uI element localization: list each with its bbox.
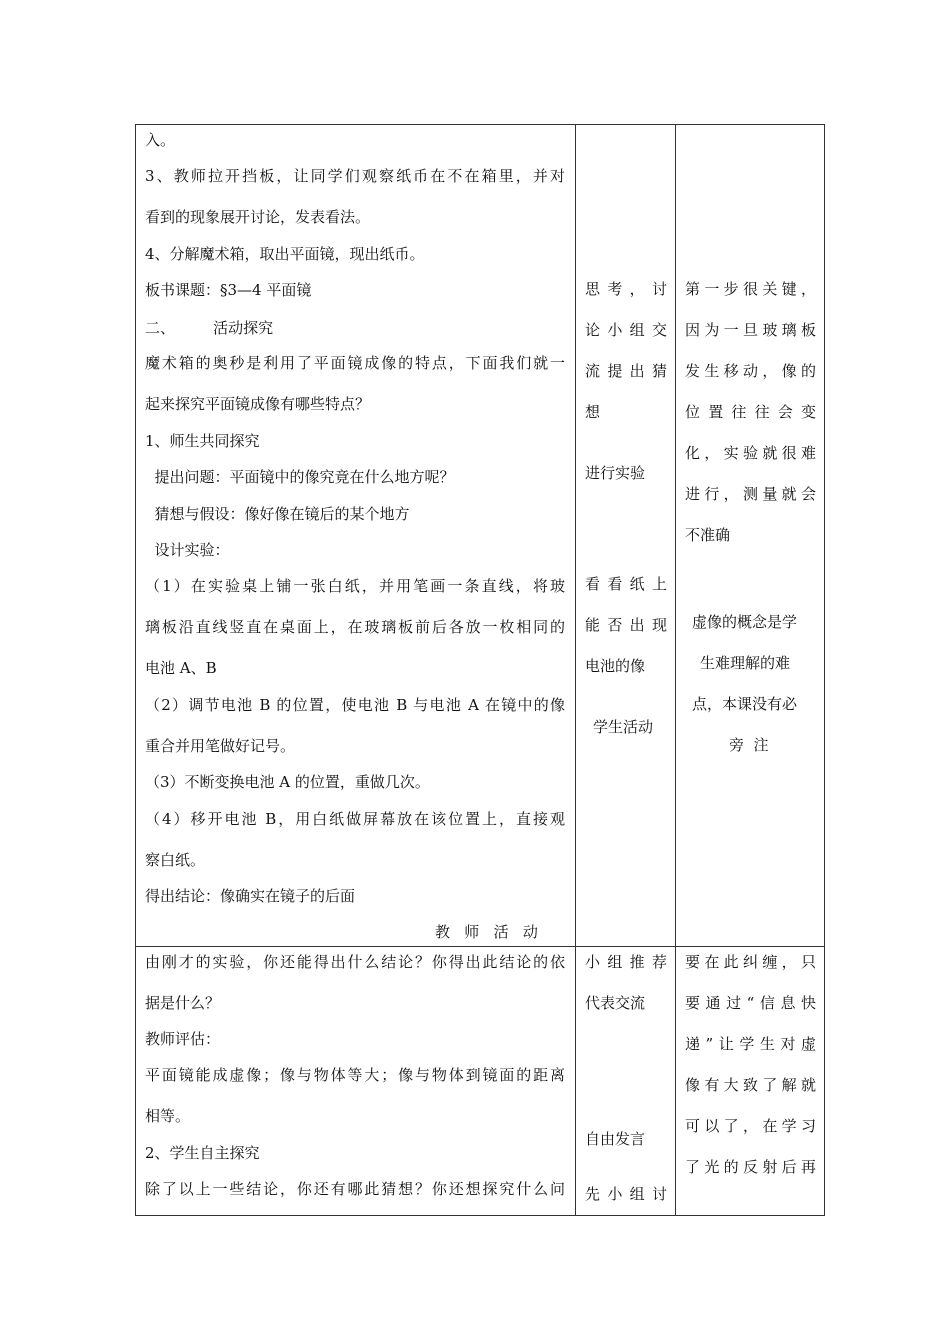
text-line: 因为一旦玻璃板 <box>685 321 816 339</box>
text-line: 璃板沿直线竖直在桌面上，在玻璃板前后各放一枚相同的 <box>145 618 565 636</box>
text-line: 除了以上一些结论，你还有哪此猜想？你还想探究什么问 <box>145 1180 565 1198</box>
text-line: 板书课题：§3—4 平面镜 <box>145 281 312 299</box>
text-line: 1、师生共同探究 <box>145 432 260 450</box>
text-line: 设计实验： <box>145 541 230 559</box>
text-line: （4）移开电池 B，用白纸做屏幕放在该位置上，直接观 <box>145 810 565 828</box>
text-line: 思考，讨 <box>585 280 667 298</box>
text-line: 不准确 <box>685 526 731 544</box>
text-line: 电池的像 <box>585 657 646 675</box>
student-activity-cell <box>576 125 676 947</box>
text-line: 虚像的概念是学 <box>692 613 798 631</box>
text-line: 4、分解魔术箱，取出平面镜，现出纸币。 <box>145 245 425 263</box>
text-line: 流提出猜 <box>585 362 667 380</box>
notes-cell <box>676 125 825 947</box>
text-line: 据是什么？ <box>145 994 221 1012</box>
text-line: 想 <box>585 403 601 421</box>
column-heading: 教 师 活 动 <box>435 923 538 941</box>
text-line: 点，本课没有必 <box>692 695 798 713</box>
text-line: 二、 活动探究 <box>145 319 274 337</box>
text-line: 小组推荐 <box>585 953 667 971</box>
text-line: 教师评估： <box>145 1030 221 1048</box>
text-line: 平面镜能成虚像；像与物体等大；像与物体到镜面的距离 <box>145 1066 565 1084</box>
text-line: 化，实验就很难 <box>685 444 816 462</box>
text-line: （1）在实验桌上铺一张白纸，并用笔画一条直线，将玻 <box>145 577 565 595</box>
text-line: 生难理解的难 <box>700 654 791 672</box>
column-heading: 学生活动 <box>593 718 654 736</box>
text-line: 位置往往会变 <box>685 403 816 421</box>
teacher-activity-cell <box>136 125 576 947</box>
text-line: 3、教师拉开挡板，让同学们观察纸币在不在箱里，并对 <box>145 167 565 185</box>
text-line: 第一步很关键， <box>685 280 816 298</box>
text-line: 起来探究平面镜成像有哪些特点？ <box>145 395 371 413</box>
text-line: 可以了，在学习 <box>685 1117 816 1135</box>
text-line: 要在此纠缠，只 <box>685 953 816 971</box>
table-row <box>136 125 825 947</box>
text-line: 递”让学生对虚 <box>685 1035 816 1053</box>
lesson-plan-table <box>135 124 825 1216</box>
text-line: 提出问题：平面镜中的像究竟在什么地方呢？ <box>145 468 455 486</box>
column-heading: 旁 注 <box>729 736 769 754</box>
text-line: 魔术箱的奥秒是利用了平面镜成像的特点，下面我们就一 <box>145 354 565 372</box>
teacher-activity-cell <box>136 947 576 1216</box>
text-line: 重合并用笔做好记号。 <box>145 737 296 755</box>
text-line: 得出结论：像确实在镜子的后面 <box>145 887 356 905</box>
text-line: 由刚才的实验，你还能得出什么结论？你得出此结论的依 <box>145 953 565 971</box>
text-line: （3）不断变换电池 A 的位置，重做几次。 <box>145 773 430 791</box>
notes-cell <box>676 947 825 1216</box>
text-line: 电池 A、B <box>145 659 217 677</box>
text-line: 看到的现象展开讨论，发表看法。 <box>145 208 371 226</box>
student-activity-cell <box>576 947 676 1216</box>
text-line: 像有大致了解就 <box>685 1076 816 1094</box>
text-line: 相等。 <box>145 1107 191 1125</box>
text-line: 2、学生自主探究 <box>145 1144 260 1162</box>
text-line: 发生移动，像的 <box>685 362 816 380</box>
text-line: 先小组讨 <box>585 1185 667 1203</box>
text-line: 自由发言 <box>585 1130 646 1148</box>
text-line: 论小组交 <box>585 321 667 339</box>
text-line: （2）调节电池 B 的位置，使电池 B 与电池 A 在镜中的像 <box>145 696 565 714</box>
text-line: 入。 <box>145 131 176 149</box>
table-row <box>136 947 825 1216</box>
text-line: 进行实验 <box>585 464 646 482</box>
text-line: 猜想与假设：像好像在镜后的某个地方 <box>145 505 410 523</box>
text-line: 了光的反射后再 <box>685 1158 816 1176</box>
text-line: 要通过“信息快 <box>685 994 816 1012</box>
text-line: 看看纸上 <box>585 575 667 593</box>
text-line: 进行，测量就会 <box>685 485 816 503</box>
text-line: 能否出现 <box>585 616 667 634</box>
text-line: 代表交流 <box>585 994 646 1012</box>
text-line: 察白纸。 <box>145 851 206 869</box>
